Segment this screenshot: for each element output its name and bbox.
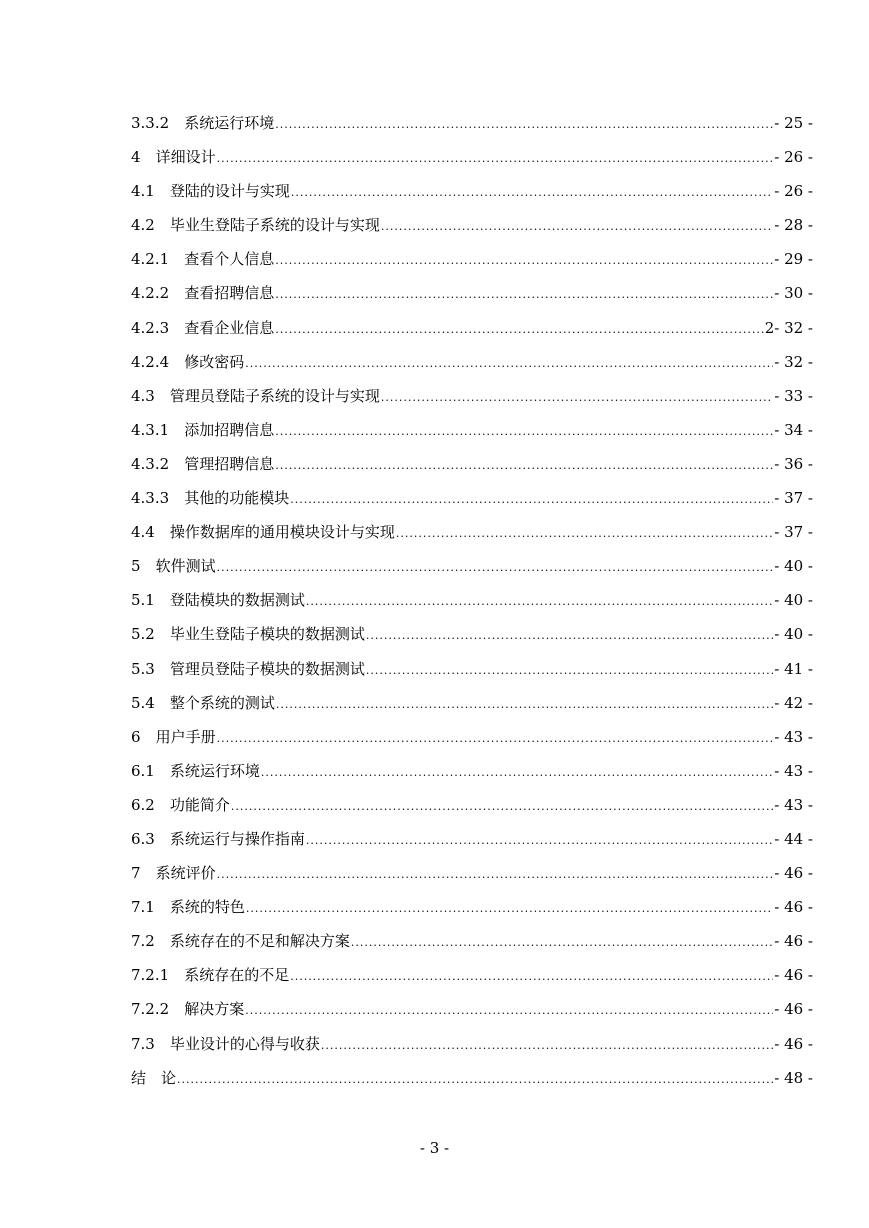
toc-number: 4.1 (131, 182, 155, 201)
toc-entry[interactable] (131, 1032, 813, 1066)
toc-entry[interactable] (131, 588, 813, 622)
toc-page-number: - 43 - (774, 727, 813, 746)
page-footer-number: - 3 - (419, 1139, 450, 1157)
toc-page-number: - 28 - (774, 216, 813, 235)
toc-entry[interactable] (131, 111, 813, 145)
toc-title: 整个系统的测试 (169, 693, 275, 712)
toc-gap (169, 997, 184, 1021)
toc-gap (169, 111, 184, 135)
toc-page-number: - 29 - (774, 250, 813, 269)
toc-title: 毕业生登陆子系统的设计与实现 (169, 216, 380, 235)
toc-title: 查看招聘信息 (184, 284, 275, 303)
toc-gap (155, 759, 170, 783)
toc-title: 系统运行环境 (184, 114, 275, 132)
toc-title: 登陆模块的数据测试 (169, 591, 305, 610)
toc-leader-dots (396, 522, 773, 546)
toc-gap (141, 861, 156, 885)
toc-title: 系统运行与操作指南 (169, 829, 305, 848)
toc-gap (146, 1066, 161, 1090)
toc-page-number: - 32 - (774, 352, 813, 371)
toc-leader-dots (290, 488, 773, 512)
toc-entry[interactable] (131, 997, 813, 1031)
toc-leader-dots (366, 659, 773, 683)
toc-title: 查看企业信息 (184, 318, 275, 337)
toc-number: 7.3 (131, 1034, 155, 1053)
toc-page-number: - 40 - (774, 591, 813, 610)
toc-leader-dots (366, 624, 773, 648)
toc-entry[interactable] (131, 247, 813, 281)
toc-leader-dots (275, 318, 763, 342)
toc-page-number: - 33 - (774, 386, 813, 405)
toc-page-number: - 43 - (774, 761, 813, 780)
toc-page-number: - 46 - (774, 898, 813, 917)
toc-leader-dots (275, 249, 773, 273)
toc-title: 修改密码 (184, 352, 245, 371)
toc-gap (155, 827, 170, 851)
toc-entry[interactable] (131, 554, 813, 588)
toc-leader-dots (306, 590, 773, 614)
toc-gap (155, 588, 170, 612)
toc-page-number: - 30 - (774, 284, 813, 303)
toc-entry[interactable] (131, 657, 813, 691)
toc-gap (169, 963, 184, 987)
toc-leader-dots (245, 999, 773, 1023)
table-of-contents (131, 111, 813, 1100)
toc-page-number: - 46 - (774, 932, 813, 951)
toc-title: 系统评价 (155, 864, 216, 883)
toc-page-number: - 34 - (774, 420, 813, 439)
toc-leader-dots (275, 113, 773, 137)
toc-leader-dots (275, 420, 773, 444)
toc-number: 4.3 (131, 386, 155, 405)
toc-title: 系统存在的不足 (184, 966, 290, 985)
toc-number: 5.3 (131, 659, 155, 678)
toc-title: 毕业设计的心得与收获 (169, 1034, 320, 1053)
toc-gap (155, 520, 170, 544)
toc-leader-dots (217, 727, 774, 751)
toc-entry[interactable] (131, 1066, 813, 1100)
toc-entry[interactable] (131, 384, 813, 418)
toc-leader-dots (306, 829, 773, 853)
toc-gap (141, 725, 156, 749)
toc-number: 4.2.1 (131, 250, 170, 269)
toc-page-number: - 26 - (774, 148, 813, 167)
toc-leader-dots (231, 795, 773, 819)
toc-number: 4.4 (131, 523, 155, 542)
toc-page-number: - 40 - (774, 625, 813, 644)
toc-page-number: - 48 - (774, 1068, 813, 1087)
toc-entry[interactable] (131, 418, 813, 452)
toc-page-number: - 25 - (774, 114, 813, 132)
toc-page-number: - 44 - (774, 829, 813, 848)
toc-leader-dots (245, 352, 773, 376)
toc-number: 4.2.3 (131, 318, 170, 337)
toc-page-number: - 37 - (774, 489, 813, 508)
toc-page-number: 2- 32 - (764, 318, 813, 337)
toc-number: 4.2 (131, 216, 155, 235)
toc-gap (169, 350, 184, 374)
toc-number: 5.4 (131, 693, 155, 712)
toc-number: 4.2.4 (131, 352, 170, 371)
toc-page-number: - 40 - (774, 557, 813, 576)
toc-page-number: - 46 - (774, 966, 813, 985)
toc-gap (169, 418, 184, 442)
toc-page-number: - 46 - (774, 1000, 813, 1019)
toc-page-number: - 41 - (774, 659, 813, 678)
toc-number: 6.2 (131, 795, 155, 814)
toc-entry[interactable] (131, 486, 813, 520)
toc-page-number: - 46 - (774, 864, 813, 883)
toc-leader-dots (290, 965, 773, 989)
toc-gap (155, 213, 170, 237)
toc-page-number: - 36 - (774, 454, 813, 473)
toc-title: 解决方案 (184, 1000, 245, 1019)
toc-title: 用户手册 (155, 727, 216, 746)
toc-leader-dots (381, 215, 773, 239)
toc-gap (155, 384, 170, 408)
toc-entry[interactable] (131, 622, 813, 656)
toc-entry[interactable] (131, 350, 813, 384)
toc-number: 4.3.3 (131, 489, 170, 508)
toc-gap (141, 145, 156, 169)
toc-page-number: - 42 - (774, 693, 813, 712)
toc-leader-dots (275, 283, 773, 307)
toc-gap (141, 554, 156, 578)
toc-entry[interactable] (131, 963, 813, 997)
toc-number: 7.2 (131, 932, 155, 951)
toc-number: 4.2.2 (131, 284, 170, 303)
toc-page-number: - 46 - (774, 1034, 813, 1053)
toc-entry[interactable] (131, 316, 813, 350)
toc-entry[interactable] (131, 452, 813, 486)
toc-title: 管理员登陆子系统的设计与实现 (169, 386, 380, 405)
toc-entry[interactable] (131, 861, 813, 895)
toc-gap (169, 486, 184, 510)
toc-leader-dots (217, 147, 774, 171)
toc-gap (155, 929, 170, 953)
toc-title: 管理员登陆子模块的数据测试 (169, 659, 365, 678)
toc-title: 论 (161, 1068, 177, 1087)
toc-number: 4 (131, 148, 141, 167)
toc-leader-dots (217, 863, 774, 887)
toc-number: 6.3 (131, 829, 155, 848)
toc-title: 毕业生登陆子模块的数据测试 (169, 625, 365, 644)
toc-gap (169, 247, 184, 271)
toc-gap (155, 622, 170, 646)
toc-title: 添加招聘信息 (184, 420, 275, 439)
toc-page-number: - 26 - (774, 182, 813, 201)
toc-leader-dots (246, 897, 773, 921)
toc-title: 系统存在的不足和解决方案 (169, 932, 350, 951)
toc-gap (155, 691, 170, 715)
toc-gap (169, 316, 184, 340)
toc-entry[interactable] (131, 725, 813, 759)
toc-entry[interactable] (131, 793, 813, 827)
toc-entry[interactable] (131, 179, 813, 213)
toc-number: 3.3.2 (131, 114, 170, 132)
toc-entry[interactable] (131, 759, 813, 793)
toc-entry[interactable] (131, 827, 813, 861)
toc-title: 系统的特色 (169, 898, 245, 917)
toc-number: 4.3.1 (131, 420, 170, 439)
toc-title: 查看个人信息 (184, 250, 275, 269)
toc-number: 7.2.2 (131, 1000, 170, 1019)
toc-title: 操作数据库的通用模块设计与实现 (169, 523, 395, 542)
toc-number: 6.1 (131, 761, 155, 780)
toc-number: 5.2 (131, 625, 155, 644)
toc-entry[interactable] (131, 145, 813, 179)
toc-title: 登陆的设计与实现 (169, 182, 290, 201)
toc-leader-dots (275, 454, 773, 478)
toc-gap (169, 281, 184, 305)
toc-leader-dots (217, 556, 774, 580)
toc-entry[interactable] (131, 520, 813, 554)
toc-entry[interactable] (131, 213, 813, 247)
toc-number: 结 (131, 1068, 147, 1087)
toc-title: 详细设计 (155, 148, 216, 167)
toc-entry[interactable] (131, 281, 813, 315)
toc-entry[interactable] (131, 929, 813, 963)
toc-page-number: - 37 - (774, 523, 813, 542)
toc-title: 系统运行环境 (169, 761, 260, 780)
toc-gap (155, 895, 170, 919)
toc-page-number: - 43 - (774, 795, 813, 814)
toc-gap (155, 179, 170, 203)
toc-number: 7.1 (131, 898, 155, 917)
toc-number: 7.2.1 (131, 966, 170, 985)
toc-gap (155, 1032, 170, 1056)
toc-leader-dots (381, 386, 773, 410)
toc-title: 其他的功能模块 (184, 489, 290, 508)
toc-title: 功能简介 (169, 795, 230, 814)
toc-leader-dots (276, 693, 773, 717)
toc-leader-dots (261, 761, 773, 785)
toc-number: 4.3.2 (131, 454, 170, 473)
toc-leader-dots (321, 1034, 773, 1058)
toc-title: 软件测试 (155, 557, 216, 576)
toc-entry[interactable] (131, 895, 813, 929)
toc-entry[interactable] (131, 691, 813, 725)
toc-number: 6 (131, 727, 141, 746)
toc-leader-dots (177, 1068, 773, 1092)
toc-number: 7 (131, 864, 141, 883)
toc-title: 管理招聘信息 (184, 454, 275, 473)
toc-gap (169, 452, 184, 476)
toc-leader-dots (351, 931, 773, 955)
toc-gap (155, 793, 170, 817)
toc-gap (155, 657, 170, 681)
toc-number: 5.1 (131, 591, 155, 610)
toc-leader-dots (291, 181, 773, 205)
toc-number: 5 (131, 557, 141, 576)
